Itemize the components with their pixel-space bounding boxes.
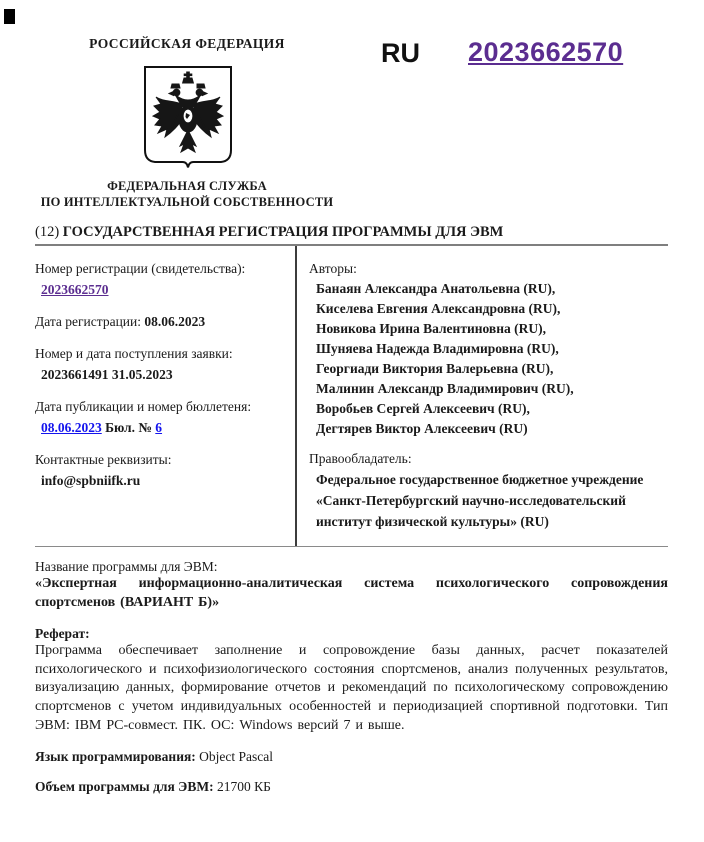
- registration-date-label: Дата регистрации:: [35, 314, 142, 329]
- abstract-label: Реферат:: [35, 626, 90, 642]
- rightholder-label: Правообладатель:: [309, 451, 412, 466]
- publication-date-link[interactable]: 08.06.2023: [41, 420, 102, 435]
- size-label: Объем программы для ЭВМ:: [35, 779, 214, 795]
- agency-line-2: ПО ИНТЕЛЛЕКТУАЛЬНОЙ СОБСТВЕННОСТИ: [40, 195, 334, 209]
- author-item: Малинин Александр Владимирович (RU),: [316, 381, 574, 396]
- bulletin-number-link[interactable]: 6: [155, 420, 163, 435]
- language-label: Язык программирования:: [35, 749, 196, 765]
- program-name-section: [35, 559, 668, 612]
- registration-date-value: 08.06.2023: [144, 314, 206, 329]
- document-body: [0, 224, 704, 795]
- contact-email: info@spbniifk.ru: [41, 473, 141, 488]
- registration-number-group: [35, 258, 289, 300]
- author-item: Киселева Евгения Александровна (RU),: [316, 301, 561, 316]
- rightholder-value: Федеральное государственное бюджетное учреждение «Санкт-Петербургский научно-исследовательский институт физической культуры» (RU): [316, 472, 644, 529]
- authors-label: Авторы:: [309, 261, 357, 276]
- registration-number-label: Номер регистрации (свидетельства):: [35, 261, 246, 276]
- double-headed-eagle-icon: [142, 64, 234, 170]
- application-value: 2023661491 31.05.2023: [41, 367, 173, 382]
- program-name-value: «Экспертная информационно-аналитическая система психологического сопровождения спортсменов (ВАРИАНТ Б)»: [35, 576, 668, 610]
- registration-details-column: [35, 246, 297, 546]
- details-table: [35, 246, 668, 547]
- application-label: Номер и дата поступления заявки:: [35, 346, 233, 361]
- abstract-section: [35, 626, 668, 735]
- registration-number-link-top[interactable]: 2023662570: [468, 37, 624, 67]
- authors-list: [309, 279, 668, 439]
- bulletin-label: Бюл. №: [105, 420, 152, 435]
- authors-rightholder-column: [297, 246, 668, 546]
- application-group: [35, 343, 289, 385]
- author-item: Георгиади Виктория Валерьевна (RU),: [316, 361, 554, 376]
- publication-label: Дата публикации и номер бюллетеня:: [35, 399, 252, 414]
- size-value: 21700 КБ: [216, 779, 271, 795]
- inid-code: (12): [35, 224, 60, 240]
- registration-date-group: [35, 311, 289, 332]
- author-item: Дегтярев Виктор Алексеевич (RU): [316, 421, 528, 436]
- author-item: Банаян Александра Анатольевна (RU),: [316, 281, 556, 296]
- country-code: RU: [381, 38, 420, 68]
- abstract-text: Программа обеспечивает заполнение и сопровождение базы данных, расчет показателей психологического и психофизиологического состояния спортсменов, анализ полученных результатов, визуализацию данных, формирование отчетов и рекомендаций по психологическому сопровождению спортсменов с учетом индивидуальных особенностей и периодизацией спортивной подготовки. Тип ЭВМ: IBM PC-совмест. ПК. ОС: Windows версий 7 и выше.: [35, 643, 668, 733]
- agency-name: [20, 178, 354, 210]
- scan-corner-mark: [4, 9, 15, 24]
- registration-number-link[interactable]: 2023662570: [41, 282, 109, 297]
- author-item: Шуняева Надежда Владимировна (RU),: [316, 341, 559, 356]
- contact-label: Контактные реквизиты:: [35, 452, 172, 467]
- author-item: Воробьев Сергей Алексеевич (RU),: [316, 401, 530, 416]
- author-item: Новикова Ирина Валентиновна (RU),: [316, 321, 546, 336]
- contact-group: [35, 449, 289, 491]
- size-line: [35, 779, 668, 795]
- document-kind-text: ГОСУДАРСТВЕННАЯ РЕГИСТРАЦИЯ ПРОГРАММЫ ДЛЯ ЭВМ: [62, 224, 504, 240]
- publication-group: [35, 396, 289, 438]
- program-name-label: Название программы для ЭВМ:: [35, 559, 218, 574]
- agency-line-1: ФЕДЕРАЛЬНАЯ СЛУЖБА: [107, 179, 267, 193]
- language-value: Object Pascal: [199, 749, 274, 765]
- language-line: [35, 749, 668, 765]
- russian-coat-of-arms-emblem: [142, 64, 234, 170]
- document-kind-title: [35, 224, 668, 241]
- country-label: РОССИЙСКАЯ ФЕДЕРАЦИЯ: [89, 36, 285, 51]
